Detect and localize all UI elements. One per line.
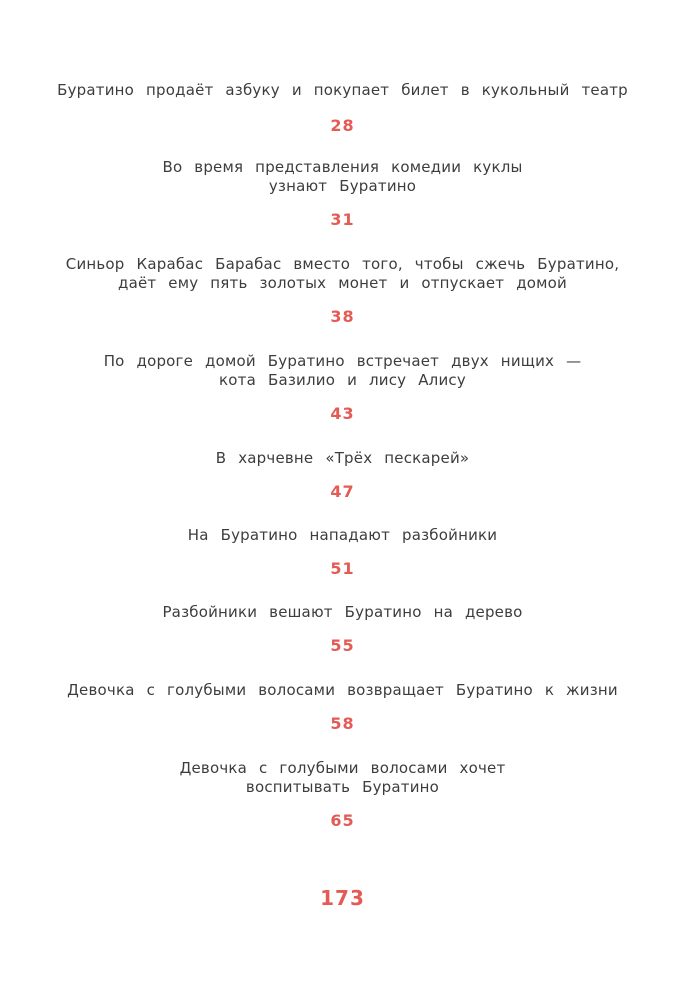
toc-entry-title: По дороге домой Буратино встречает двух нищих — кота Базилио и лису Алису [103,352,582,389]
toc-entry-title: Девочка с голубыми волосами возвращает Буратино к жизни [67,681,618,699]
toc-entry [0,681,685,733]
toc-entry [0,526,685,578]
toc-entry [0,603,685,655]
toc-entry-page-number: 55 [330,636,355,655]
toc-entry [0,81,685,135]
toc-entry [0,449,685,501]
toc-entry-page-number: 58 [330,714,355,733]
toc-entry-page-number: 65 [330,811,355,830]
toc-entry-title: Во время представления комедии куклы узнают Буратино [162,158,523,195]
toc-entry [0,759,685,830]
toc-entry-title: Синьор Карабас Барабас вместо того, чтобы сжечь Буратино, даёт ему пять золотых монет и отпускает домой [65,255,620,292]
page-folio-number: 173 [320,886,365,910]
toc-entry-page-number: 28 [330,116,355,135]
toc-entry [0,352,685,423]
toc-entry [0,255,685,326]
toc-entry-title: На Буратино нападают разбойники [187,526,498,544]
toc-entry-title: Буратино продаёт азбуку и покупает билет в кукольный театр [57,81,628,99]
toc-entry-page-number: 47 [330,482,355,501]
toc-entry-page-number: 31 [330,210,355,229]
toc-entry-page-number: 51 [330,559,355,578]
toc-entry-title: Разбойники вешают Буратино на дерево [162,603,523,621]
toc-entry-title: В харчевне «Трёх пескарей» [215,449,470,467]
toc-entry-page-number: 43 [330,404,355,423]
toc-entry-page-number: 38 [330,307,355,326]
toc-entry-title: Девочка с голубыми волосами хочет воспитывать Буратино [179,759,506,796]
toc-entry [0,158,685,229]
